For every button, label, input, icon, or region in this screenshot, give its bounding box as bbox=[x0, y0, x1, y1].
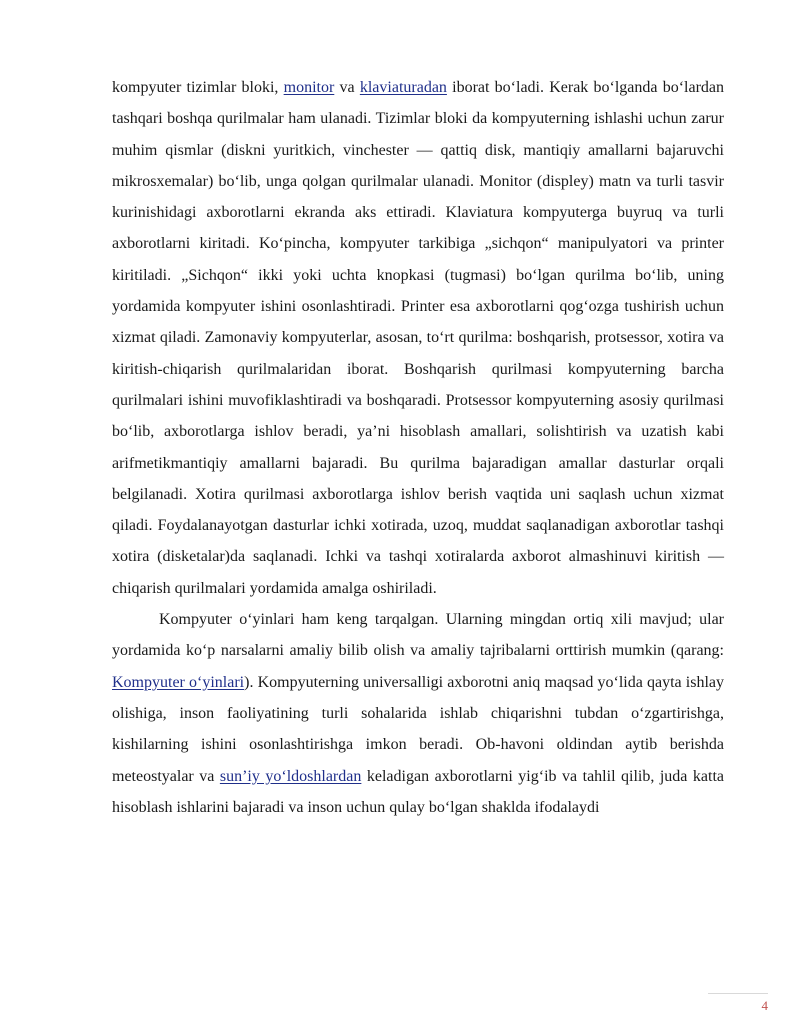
link-kompyuter-oyinlari[interactable]: Kompyuter o‘yinlari bbox=[112, 673, 245, 691]
text-run: keladigan axborotlarni yig‘ib va tahlil qilib, juda katta hisoblash ishlarini bajaradi va inson uchun qulay bo‘lgan shaklda ifodalaydi bbox=[112, 767, 725, 816]
text-run: kompyuter tizimlar bloki, bbox=[112, 79, 284, 96]
text-run: Kompyuter o‘yinlari ham keng tarqalgan. Ularning mingdan ortiq xili mavjud; ular yordamida ko‘p narsalarni amaliy bilib olish va amaliy tajribalarni orttirish mumkin (qarang: bbox=[112, 611, 724, 660]
body-text bbox=[112, 72, 724, 823]
text-run: va bbox=[334, 79, 360, 96]
paragraph-2 bbox=[112, 604, 724, 823]
link-monitor[interactable]: monitor bbox=[283, 79, 335, 96]
page-number: 4 bbox=[708, 993, 768, 1014]
paragraph-1 bbox=[112, 72, 724, 604]
text-run: iborat bo‘ladi. Kerak bo‘lganda bo‘lardan tashqari boshqa qurilmalar ham ulanadi. Tizimlar bloki da kompyuterning ishlashi uchun zarur muhim qismlar (diskni yuritkich, vinchester — qattiq disk, mantiqiy amallarni bajaruvchi mikrosxemalar) bo‘lib, unga qolgan qurilmalar ulanadi. Monitor (displey) matn va turli tasvir kurinishidagi axborotlarni ekranda aks ettiradi. Klaviatura kompyuterga buyruq va turli axborotlarni kiritadi. Ko‘pincha, kompyuter tarkibiga „sichqon“ manipulyatori va printer kiritiladi. „Sichqon“ ikki yoki uchta knopkasi (tugmasi) bo‘lgan qurilma bo‘lib, uning yordamida kompyuter ishini osonlashtiradi. Printer esa axborotlarni qog‘ozga tushirish uchun xizmat qiladi. Zamonaviy kompyuterlar, asosan, to‘rt qurilma: boshqarish, protsessor, xotira va kiritish-chiqarish qurilmalaridan iborat. Boshqarish qurilmasi kompyuterning barcha qurilmalari ishini muvofiklashtiradi va boshqaradi. Protsessor kompyuterning asosiy qurilmasi bo‘lib, axborotlarga ishlov beradi, ya’ni hisoblash amallari, solishtirish va uzatish kabi arifmetikmantiqiy amallarni bajaradi. Bu qurilma bajaradigan amallar dasturlar orqali belgilanadi. Xotira qurilmasi axborotlarga ishlov berish vaqtida uni saqlash uchun xizmat qiladi. Foydalanayotgan dasturlar ichki xotirada, uzoq, muddat saqlanadigan axborotlar tashqi xotira (disketalar)da saqlanadi. Ichki va tashqi xotiralarda axborot almashinuvi kiritish — chiqarish qurilmalari yordamida amalga oshiriladi. bbox=[112, 79, 725, 597]
text-run: ). Kompyuterning universalligi axborotni aniq maqsad yo‘lida qayta ishlay olishiga, inson faoliyatining turli sohalarida ishlab chiqarishni tubdan o‘zgartirishga, kishilarning ishini osonlashtirishga imkon beradi. Ob-havoni oldindan aytib berishda meteostyalar va bbox=[112, 673, 725, 785]
link-suniy-yoldoshlardan[interactable]: sun’iy yo‘ldoshlardan bbox=[219, 767, 362, 785]
link-klaviaturadan[interactable]: klaviaturadan bbox=[359, 79, 447, 96]
